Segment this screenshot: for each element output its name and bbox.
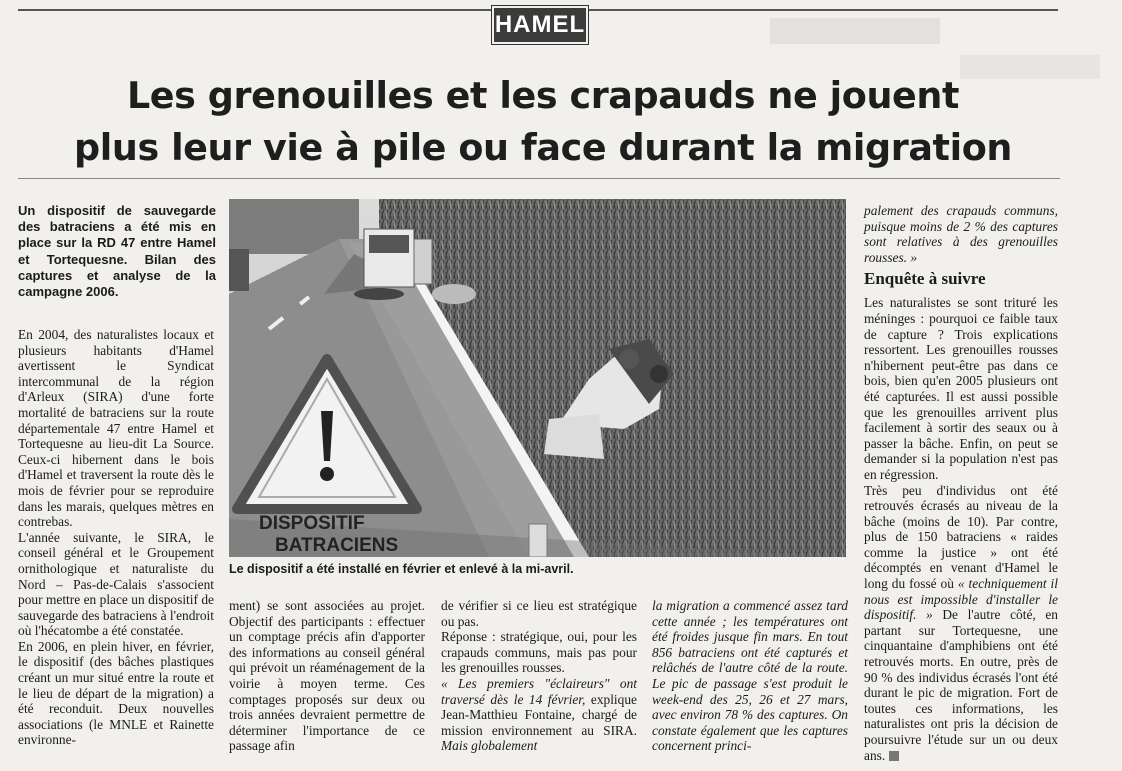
headline-line-2: plus leur vie à pile ou face durant la migration: [74, 126, 1012, 169]
naturalist-quote: « techniquement il nous est impossible d'installer le dispositif. »: [864, 576, 1058, 623]
column-3-paragraph-1: de vérifier si ce lieu est stratégique ou pas.: [441, 598, 637, 629]
fontaine-quote: « Les premiers "éclaireurs" ont traversé dès le 14 février,: [441, 675, 637, 707]
headline-line-1: Les grenouilles et les crapauds ne jouent: [126, 74, 960, 117]
column-5-paragraph-2: [864, 483, 1058, 764]
end-of-article-square-icon: [889, 751, 899, 761]
column-3: [441, 598, 637, 754]
text-run: De l'autre côté, en partant sur Tortequesne, une cinquantaine d'amphibiens ont été retrouvés morts. En outre, près de 90 % des individus écrasés l'ont été durant le pic de migration. Fort de toutes ces informations, les naturalistes ont pris la décision de poursuivre l'étude sur un ou deux ans.: [864, 607, 1058, 763]
section-rubric: HAMEL: [492, 6, 588, 44]
lead-paragraph: Un dispositif de sauvegarde des batraciens a été mis en place sur la RD 47 entre Hamel et Tortequesne. Bilan des captures et analyse de la campagne 2006.: [18, 203, 216, 300]
attribution: explique Jean-Matthieu Fontaine, chargé de mission environnement au SIRA.: [441, 691, 637, 738]
headline-rule: [18, 178, 1060, 179]
headline: [14, 70, 1072, 174]
column-3-paragraph-3: [441, 676, 637, 754]
article-photo: [229, 199, 846, 557]
column-2-paragraph: ment) se sont associées au projet. Objectif des participants : effectuer un comptage précis afin d'apporter des informations au conseil général qui prévoit un réaménagement de la voirie à moyen terme. Ces comptages proposés sur deux ou trois années devraient permettre de déterminer l'importance de ce passage afin: [229, 598, 425, 754]
text-run: Très peu d'individus ont été retrouvés écrasés au niveau de la bâche (moins de 10). Par contre, plus de 150 batraciens « raides comme la justice » ont été décomptés en venant d'Hamel le long du fossé où: [864, 482, 1058, 592]
column-2: [229, 598, 425, 754]
column-5-paragraph-1: Les naturalistes se sont trituré les méninges : pourquoi ce faible taux de capture ? Trois explications ressortent. Les grenouilles rousses n'hibernent peut-être pas dans ce bois, bien qu'en 2005 plusieurs ont été capturées. Il est aussi possible que les grenouilles arrivent plus facilement à sortir des seaux ou à passer la bâche. Enfin, on peut se demander si la population n'est pas en régression.: [864, 295, 1058, 482]
column-1-paragraph: En 2004, des naturalistes locaux et plusieurs habitants d'Hamel avertissent le Syndicat intercommunal de la région d'Arleux (SIRA) d'une forte mortalité de batraciens sur la route départementale 47 entre Hamel et Tortequesne au lieu-dit La Source. Ceux-ci hibernent dans le bois d'Hamel et traversent la route dès le mois de février pour se reproduire dans les marais, quelques mètres en contrebas.: [18, 327, 214, 530]
column-4-paragraph: la migration a commencé assez tard cette année ; les températures ont été froides jusque fin mars. En tout 856 batraciens ont été capturés et relâchés de l'autre côté de la route. Le pic de passage s'est produit le week-end des 25, 26 et 27 mars, avec environ 78 % des captures. On constate également que les captures concernent princi-: [652, 598, 848, 754]
sign-text-line-2: BATRACIENS: [275, 535, 399, 556]
photo-caption: Le dispositif a été installé en février et enlevé à la mi-avril.: [229, 562, 574, 576]
subhead: Enquête à suivre: [864, 269, 986, 289]
column-5: [864, 203, 1058, 763]
quote-continuation: Mais globalement: [441, 738, 538, 754]
column-1-paragraph: En 2006, en plein hiver, en février, le dispositif (des bâches plastiques créant un mur situé entre la route et le lieu de départ de la migration) a été reconduit. Deux nouvelles associations (le MNLE et Rainette environne-: [18, 638, 214, 748]
column-4: [652, 598, 848, 754]
column-1: [18, 327, 214, 748]
column-3-paragraph-2: Réponse : stratégique, oui, pour les crapauds communs, mais pas pour les grenouilles rousses.: [441, 629, 637, 676]
column-5-intro: palement des crapauds communs, puisque moins de 2 % des captures sont relatives à des grenouilles rousses. »: [864, 203, 1058, 265]
road-scene-image: [229, 199, 846, 557]
sign-text-line-1: DISPOSITIF: [259, 513, 365, 534]
column-1-paragraph: L'année suivante, le SIRA, le conseil général et le Groupement ornithologique et naturaliste du Nord – Pas-de-Calais s'associent pour mettre en place un dispositif de sauvegarde des batraciens à l'endroit où l'hécatombe a été constatée.: [18, 529, 214, 639]
ghost-text: [770, 18, 940, 44]
